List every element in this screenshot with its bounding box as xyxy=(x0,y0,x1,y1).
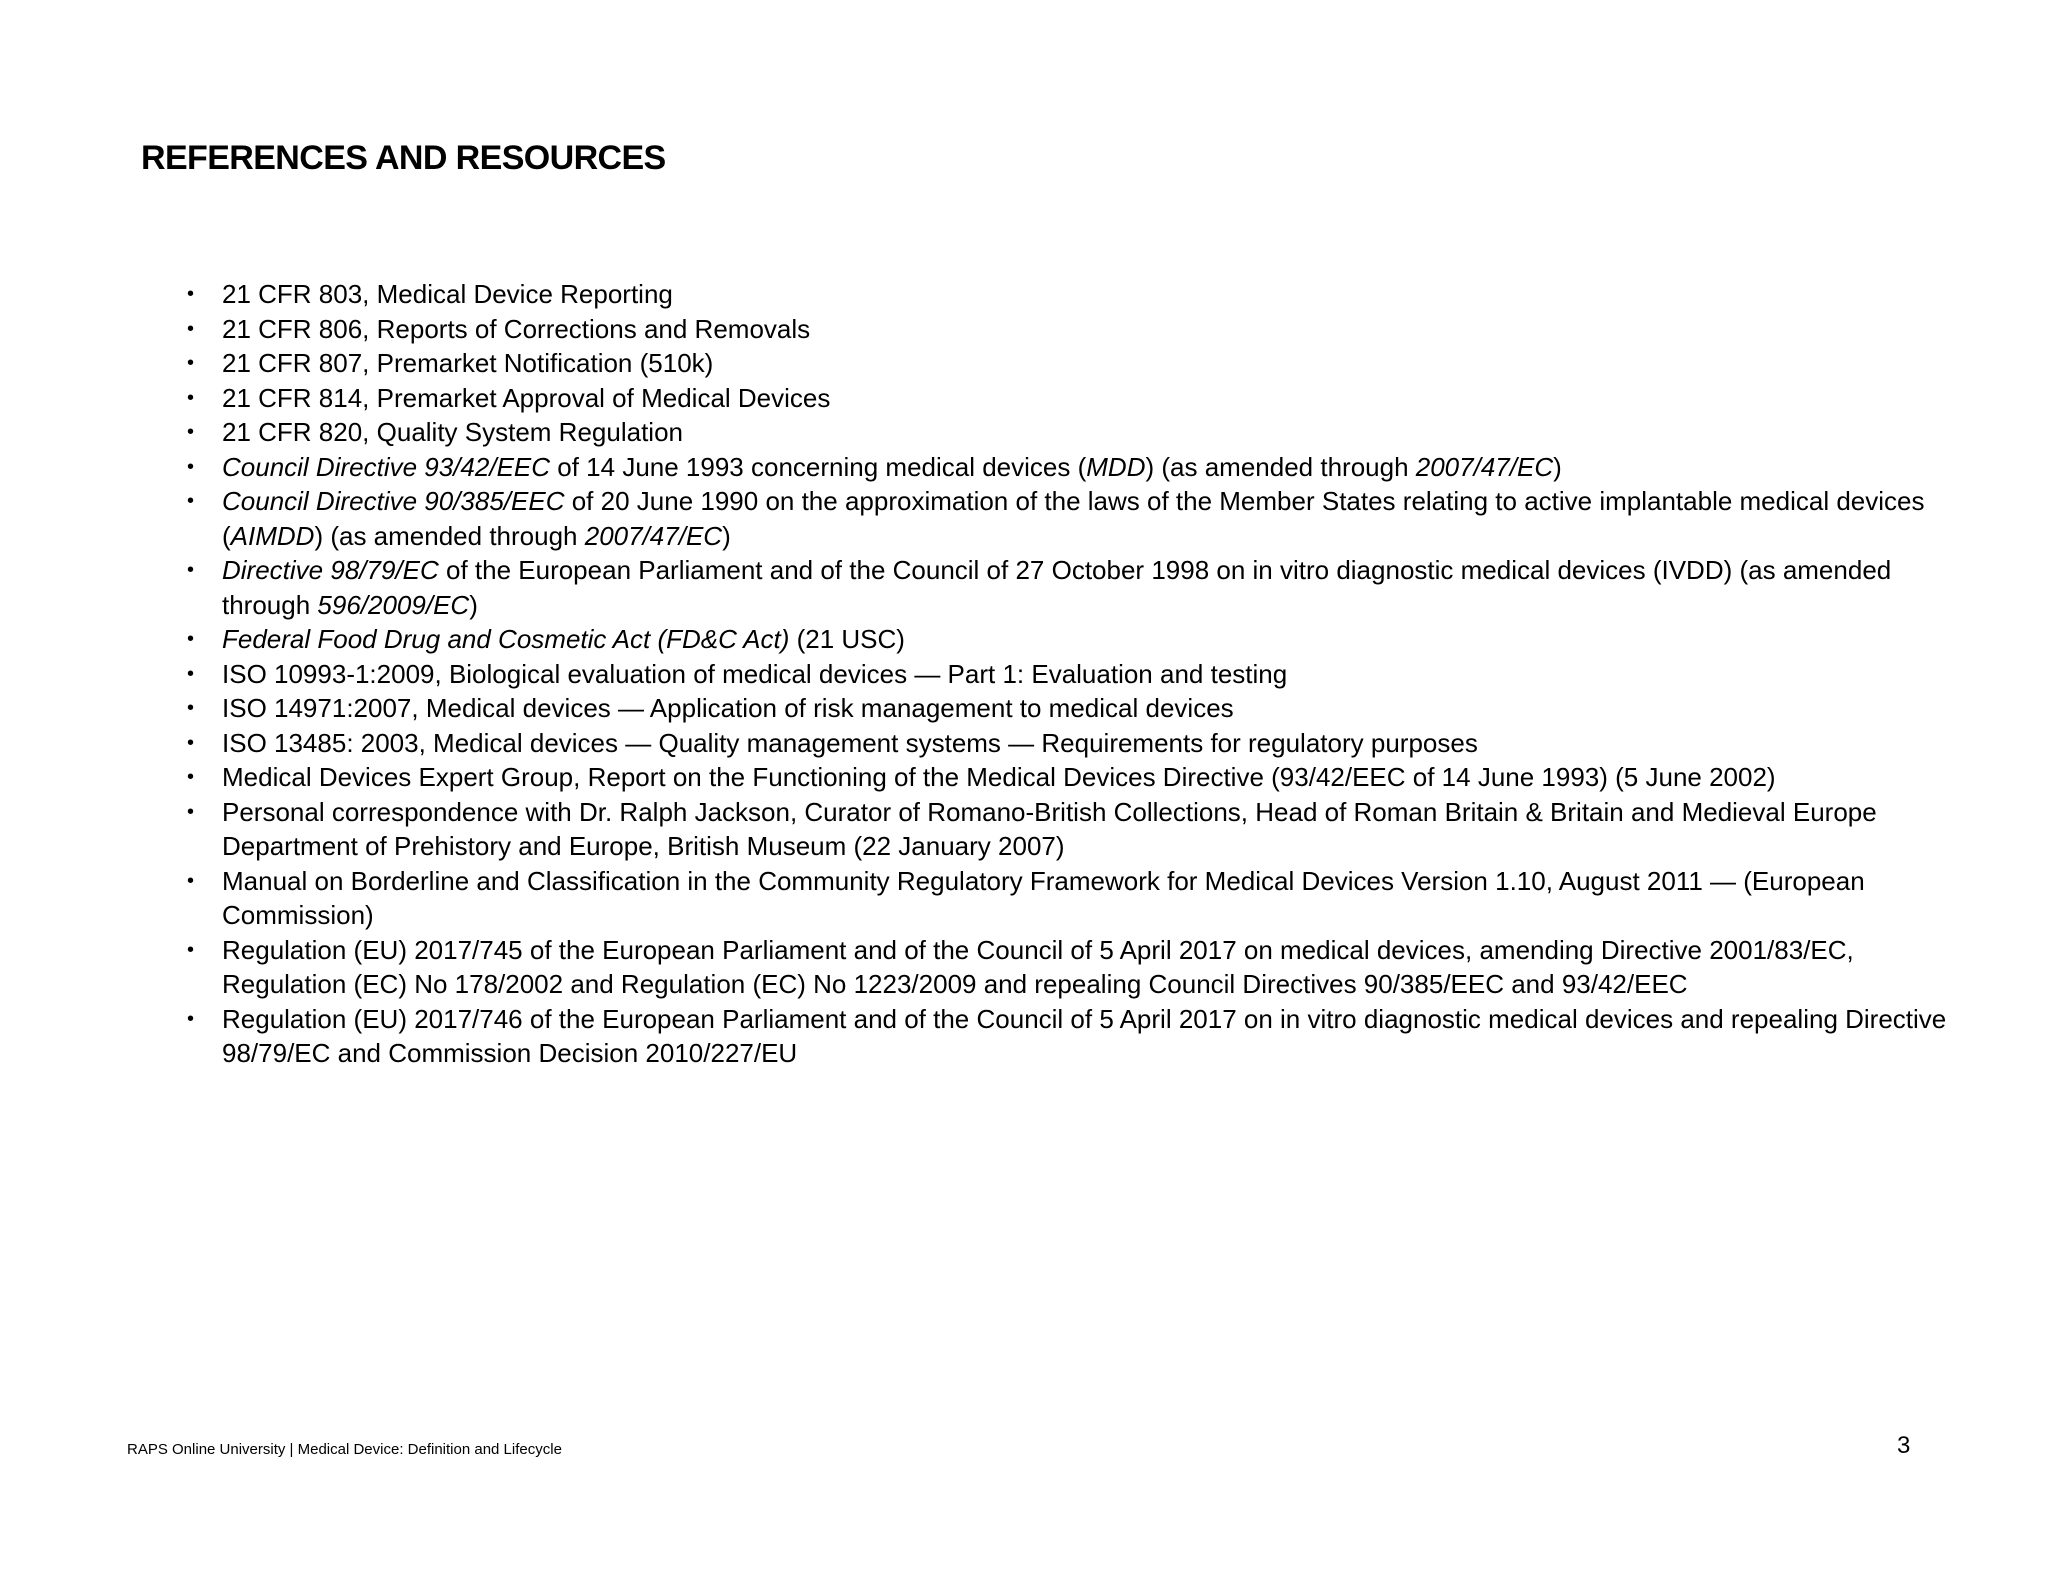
reference-segment: ) xyxy=(469,589,478,620)
reference-text xyxy=(222,935,1854,1000)
bullet-icon: • xyxy=(187,869,195,892)
reference-segment: ISO 14971:2007, Medical devices — Application of risk management to medical devices xyxy=(222,693,1234,723)
reference-text xyxy=(222,866,1865,931)
reference-text xyxy=(222,659,1287,689)
reference-item xyxy=(187,795,1962,864)
page-number: 3 xyxy=(1897,1432,1911,1459)
bullet-icon: • xyxy=(187,697,195,719)
reference-segment: Medical Devices Expert Group, Report on the Functioning of the Medical Devices Directive (93/42/EEC of 14 June 1993) (5 June 2002) xyxy=(222,762,1776,792)
bullet-icon: • xyxy=(187,766,195,788)
reference-italic-segment: AIMDD xyxy=(230,520,315,551)
reference-italic-segment: Council Directive 90/385/EEC xyxy=(222,486,565,516)
reference-segment: ISO 13485: 2003, Medical devices — Quality management systems — Requirements for regulatory purposes xyxy=(222,727,1478,758)
reference-italic-segment: 596/2009/EC xyxy=(317,589,470,620)
bullet-icon: • xyxy=(187,283,195,305)
reference-text xyxy=(222,762,1776,792)
reference-segment: Personal correspondence with Dr. Ralph Jackson, Curator of Romano-British Collections, Head of Roman Britain & Britain and Medieval Europe Department of Prehistory and Europe, British Museum (22 January 2007) xyxy=(222,796,1877,861)
reference-item xyxy=(187,933,1962,1002)
bullet-icon: • xyxy=(187,455,195,478)
bullet-icon: • xyxy=(187,386,195,409)
reference-item xyxy=(187,691,1962,726)
reference-italic-segment: Federal Food Drug and Cosmetic Act (FD&C Act) xyxy=(222,624,790,654)
bullet-icon: • xyxy=(187,559,195,581)
reference-item xyxy=(187,622,1962,657)
reference-segment: of the European Parliament and of the Council of 27 October 1998 on in vitro diagnostic medical devices (IVDD) (as amended through xyxy=(222,555,1892,620)
reference-item xyxy=(187,312,1962,347)
bullet-icon: • xyxy=(187,938,195,961)
reference-segment: 21 CFR 814, Premarket Approval of Medical Devices xyxy=(222,382,831,413)
reference-text xyxy=(222,314,810,344)
reference-italic-segment: 2007/47/EC xyxy=(584,520,723,551)
reference-segment: ) xyxy=(1553,451,1562,482)
bullet-icon: • xyxy=(187,628,195,650)
reference-text xyxy=(222,486,1925,551)
reference-text xyxy=(222,555,1891,620)
bullet-icon: • xyxy=(187,317,195,340)
reference-segment: ) xyxy=(722,520,731,551)
reference-item xyxy=(187,277,1962,312)
reference-item xyxy=(187,415,1962,450)
reference-text xyxy=(222,728,1478,758)
reference-text xyxy=(222,693,1234,723)
bullet-icon: • xyxy=(187,490,195,512)
reference-text xyxy=(222,624,905,654)
reference-segment: of 20 June 1990 on the approximation of the laws of the Member States relating to active implantable medical devices ( xyxy=(222,486,1925,551)
reference-segment: Manual on Borderline and Classification in the Community Regulatory Framework for Medical Devices Version 1.10, August 2011 — (European Commission) xyxy=(222,865,1865,930)
reference-text xyxy=(222,348,713,378)
reference-text xyxy=(222,279,673,309)
reference-item xyxy=(187,484,1962,553)
reference-item xyxy=(187,864,1962,933)
reference-segment: 21 CFR 820, Quality System Regulation xyxy=(222,417,683,447)
bullet-icon: • xyxy=(187,662,195,685)
reference-italic-segment: Directive 98/79/EC xyxy=(222,555,439,585)
reference-text xyxy=(222,383,830,413)
references-list xyxy=(187,277,1962,1071)
reference-segment: ) (as amended through xyxy=(1145,451,1416,482)
reference-item xyxy=(187,346,1962,381)
reference-segment: Regulation (EU) 2017/745 of the European Parliament and of the Council of 5 April 2017 on medical devices, amending Directive 2001/83/EC, Regulation (EC) No 178/2002 and Regulation (EC) No 1223/2009 and repealing Council Directives 90/385/EEC and 93/42/EEC xyxy=(222,934,1854,999)
reference-segment: 21 CFR 806, Reports of Corrections and Removals xyxy=(222,313,811,344)
bullet-icon: • xyxy=(187,1007,195,1030)
reference-text xyxy=(222,417,683,447)
reference-italic-segment: MDD xyxy=(1086,451,1146,482)
reference-segment: ISO 10993-1:2009, Biological evaluation of medical devices — Part 1: Evaluation and testing xyxy=(222,658,1288,689)
reference-italic-segment: Council Directive 93/42/EEC xyxy=(222,451,551,482)
reference-text xyxy=(222,1004,1946,1069)
reference-italic-segment: 2007/47/EC xyxy=(1415,451,1554,482)
reference-item xyxy=(187,553,1962,622)
reference-item xyxy=(187,381,1962,416)
bullet-icon: • xyxy=(187,352,195,374)
reference-segment: ) (as amended through xyxy=(314,520,585,551)
page-title: REFERENCES AND RESOURCES xyxy=(141,139,666,177)
reference-text xyxy=(222,797,1877,862)
reference-item xyxy=(187,760,1962,795)
reference-item xyxy=(187,657,1962,692)
bullet-icon: • xyxy=(187,800,195,823)
reference-segment: 21 CFR 807, Premarket Notification (510k) xyxy=(222,348,714,378)
reference-item xyxy=(187,726,1962,761)
reference-segment: of 14 June 1993 concerning medical devices ( xyxy=(550,451,1087,482)
reference-item xyxy=(187,450,1962,485)
reference-segment: 21 CFR 803, Medical Device Reporting xyxy=(222,279,673,309)
reference-item xyxy=(187,1002,1962,1071)
bullet-icon: • xyxy=(187,731,195,754)
reference-segment: Regulation (EU) 2017/746 of the European Parliament and of the Council of 5 April 2017 on in vitro diagnostic medical devices and repealing Directive 98/79/EC and Commission Decision 2010/227/EU xyxy=(222,1003,1947,1068)
footer-text: RAPS Online University | Medical Device: Definition and Lifecycle xyxy=(127,1441,562,1458)
reference-segment: (21 USC) xyxy=(789,624,905,654)
reference-text xyxy=(222,452,1562,482)
bullet-icon: • xyxy=(187,421,195,443)
